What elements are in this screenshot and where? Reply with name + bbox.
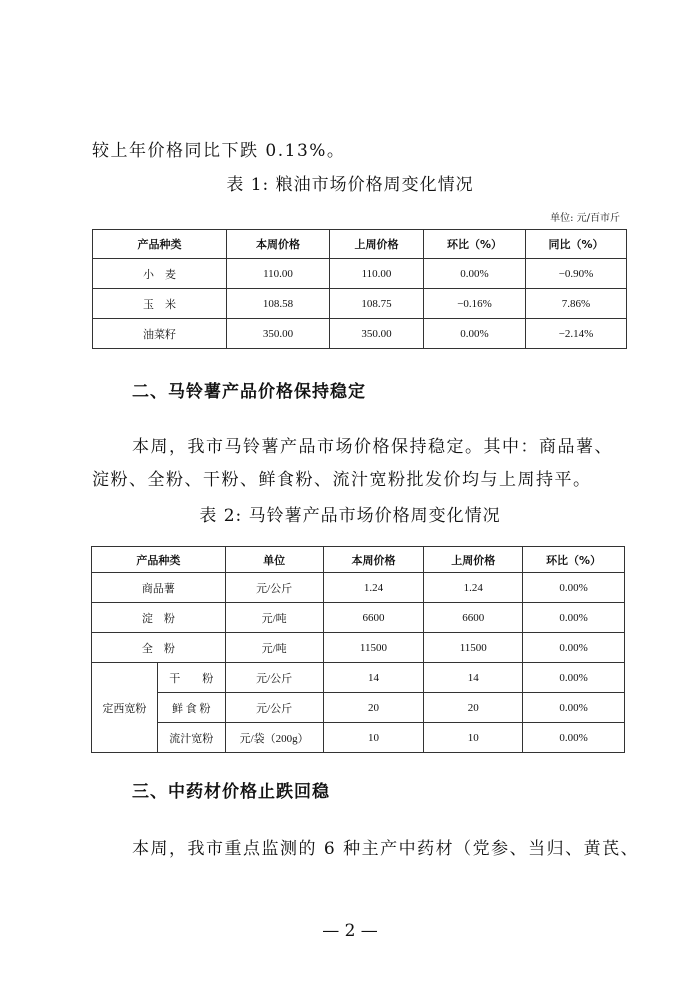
- cell: 14: [323, 663, 424, 693]
- group-cell: 定西宽粉: [92, 663, 158, 753]
- cell: 350.00: [227, 319, 330, 349]
- section2-para-line1: 本周，我市马铃薯产品市场价格保持稳定。其中：商品薯、: [132, 437, 613, 457]
- cell: 110.00: [227, 259, 330, 289]
- header-cell: 产品种类: [92, 547, 226, 573]
- cell: 0.00%: [523, 663, 625, 693]
- cell: 20: [424, 693, 523, 723]
- table2-title: 表 2: 马铃薯产品市场价格周变化情况: [199, 506, 501, 526]
- header-cell: 同比（%）: [526, 230, 627, 259]
- section3-para-line1: 本周，我市重点监测的 6 种主产中药材（党参、当归、黄芪、: [132, 839, 640, 859]
- cell: 11500: [323, 633, 424, 663]
- cell: 0.00%: [523, 693, 625, 723]
- cell: 20: [323, 693, 424, 723]
- cell: −0.90%: [526, 259, 627, 289]
- cell: 0.00%: [523, 573, 625, 603]
- table2-header-row: [92, 547, 625, 573]
- cell: 10: [323, 723, 424, 753]
- header-cell: 上周价格: [330, 230, 424, 259]
- cell: −2.14%: [526, 319, 627, 349]
- cell: 商品薯: [92, 573, 226, 603]
- cell: 元/公斤: [225, 573, 323, 603]
- cell: 108.58: [227, 289, 330, 319]
- header-cell: 上周价格: [424, 547, 523, 573]
- section2-heading: 二、马铃薯产品价格保持稳定: [132, 382, 366, 402]
- cell: 1.24: [323, 573, 424, 603]
- header-cell: 本周价格: [227, 230, 330, 259]
- header-cell: 产品种类: [93, 230, 227, 259]
- table1-unit: 单位: 元/百市斤: [550, 213, 620, 224]
- table1: [92, 229, 627, 349]
- table1-title: 表 1: 粮油市场价格周变化情况: [226, 175, 474, 195]
- cell: 元/公斤: [225, 663, 323, 693]
- header-cell: 环比（%）: [424, 230, 526, 259]
- section3-heading: 三、中药材价格止跌回稳: [132, 782, 330, 802]
- cell: 7.86%: [526, 289, 627, 319]
- cell: 干 粉: [157, 663, 225, 693]
- table-row: [93, 289, 627, 319]
- table-row: [93, 259, 627, 289]
- cell: 11500: [424, 633, 523, 663]
- cell: 淀 粉: [92, 603, 226, 633]
- table-row: [92, 573, 625, 603]
- page-number: — 2 —: [322, 921, 378, 941]
- cell: 小 麦: [93, 259, 227, 289]
- cell: 108.75: [330, 289, 424, 319]
- cell: 流汁宽粉: [157, 723, 225, 753]
- cell: 6600: [323, 603, 424, 633]
- table2: [91, 546, 625, 753]
- intro-text: 较上年价格同比下跌 0.13%。: [92, 141, 346, 161]
- cell: 元/吨: [225, 633, 323, 663]
- cell: 油菜籽: [93, 319, 227, 349]
- cell: 10: [424, 723, 523, 753]
- cell: 鲜 食 粉: [157, 693, 225, 723]
- header-cell: 单位: [225, 547, 323, 573]
- table-row: [93, 319, 627, 349]
- cell: 0.00%: [523, 603, 625, 633]
- cell: 元/袋（200g）: [225, 723, 323, 753]
- cell: 全 粉: [92, 633, 226, 663]
- table-row: [92, 723, 625, 753]
- cell: 0.00%: [424, 319, 526, 349]
- table-row: [92, 663, 625, 693]
- cell: 0.00%: [424, 259, 526, 289]
- table-row: [92, 693, 625, 723]
- cell: 350.00: [330, 319, 424, 349]
- cell: 0.00%: [523, 633, 625, 663]
- cell: 元/公斤: [225, 693, 323, 723]
- header-cell: 本周价格: [323, 547, 424, 573]
- cell: 0.00%: [523, 723, 625, 753]
- table-row: [92, 603, 625, 633]
- cell: −0.16%: [424, 289, 526, 319]
- cell: 1.24: [424, 573, 523, 603]
- cell: 元/吨: [225, 603, 323, 633]
- header-cell: 环比（%）: [523, 547, 625, 573]
- cell: 110.00: [330, 259, 424, 289]
- table-row: [92, 633, 625, 663]
- section2-para-line2: 淀粉、全粉、干粉、鲜食粉、流汁宽粉批发价均与上周持平。: [92, 470, 592, 490]
- table1-header-row: [93, 230, 627, 259]
- cell: 玉 米: [93, 289, 227, 319]
- cell: 6600: [424, 603, 523, 633]
- cell: 14: [424, 663, 523, 693]
